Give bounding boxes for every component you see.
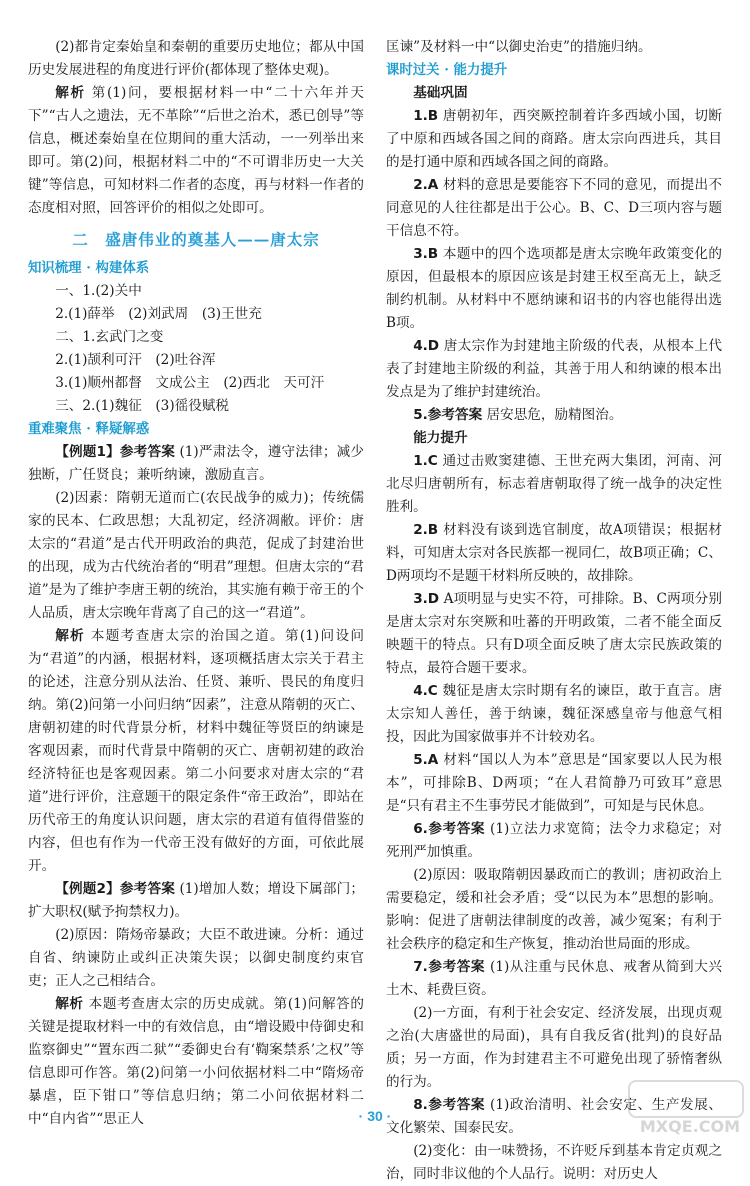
item-label: 6.参考答案	[413, 821, 486, 837]
answer-paragraph	[386, 680, 722, 749]
item-label: 解析	[55, 85, 86, 101]
answer-paragraph	[386, 450, 722, 519]
item-label: 4.D	[413, 338, 440, 354]
answer-paragraph	[28, 441, 364, 487]
answer-paragraph	[28, 303, 364, 326]
paragraph-text: (1)增加人数；增设下属部门；扩大职权(赋予拘禁权力)。	[28, 881, 364, 920]
paragraph-text: (2)原因：吸取隋朝因暴政而亡的教训；唐初政治上需要稳定，缓和社会矛盾；受“以民为本”思想的影响。影响：促进了唐朝法律制度的改善，减少冤案；有利于社会秩序的稳定和生产恢复，推动治世局面的形成。	[386, 867, 722, 952]
answer-paragraph	[28, 487, 364, 625]
item-label: 2.A	[413, 177, 439, 193]
answer-paragraph	[386, 1140, 722, 1186]
item-label: 解析	[55, 628, 86, 644]
answer-paragraph	[28, 36, 364, 82]
paragraph-text: (1)政治清明、社会安定、生产发展、文化繁荣、国泰民安。	[386, 1097, 723, 1136]
paragraph-text: 居安思危，励精图治。	[486, 407, 623, 423]
item-label: 【例题2】参考答案	[55, 881, 175, 897]
item-label: 3.B	[413, 246, 439, 262]
paragraph-text: A项明显与史实不符，可排除。B、C两项分别是唐太宗对东突厥和吐蕃的开明政策，二者不能全面反映题干的特点。只有D项全面反映了唐太宗民族政策的特点，最符合题干要求。	[386, 591, 722, 676]
paragraph-text: 匡谏”及材料一中“以御史治吏”的措施归纳。	[386, 39, 652, 55]
subsection-heading	[386, 82, 722, 105]
answer-paragraph	[28, 82, 364, 220]
paragraph-text: 第(1)问，要根据材料一中“二十六年并天下”“古人之遗法，无不革除”“后世之治术，悉已创导”等信息，概述秦始皇在位期间的重大活动，一一列举出来即可。第(2)问，根据材料二中的“不可谓非历史一大关键”等信息，可知材料二作者的态度，再与材料一作者的态度相对照，回答评价的相似之处即可。	[28, 85, 364, 216]
paragraph-text: 唐太宗作为封建地主阶级的代表，从根本上代表了封建地主阶级的利益，其善于用人和纳谏的根本出发点是为了维护封建统治。	[386, 338, 722, 400]
page-number: · 30 ·	[358, 1108, 392, 1124]
answer-paragraph	[28, 372, 364, 395]
paragraph-text: (2)因素：隋朝无道而亡(农民战争的威力)；传统儒家的民本、仁政思想；大乱初定，经济凋敝。评价：唐太宗的“君道”是古代开明政治的典范，促成了封建治世的出现，成为古代统治者的“明君”理想。但唐太宗的“君道”是为了维护李唐王朝的统治，其实施有赖于帝王的个人品质，唐太宗晚年背离了自己的这一“君道”。	[28, 490, 364, 621]
paragraph-text: 三、2.(1)魏征 (3)徭役赋税	[55, 398, 230, 414]
paragraph-text: (1)立法力求宽简；法令力求稳定；对死刑严加慎重。	[386, 821, 723, 860]
answer-paragraph	[386, 864, 722, 956]
paragraph-text: 二 盛唐伟业的奠基人——唐太宗	[72, 230, 320, 249]
item-label: 4.C	[413, 683, 438, 699]
paragraph-text: 课时过关 · 能力提升	[386, 62, 508, 78]
item-label: 3.D	[413, 591, 440, 607]
answer-paragraph	[28, 349, 364, 372]
paragraph-text: 3.(1)顺州都督 文成公主 (2)西北 天可汗	[55, 375, 325, 391]
lesson-title	[28, 228, 364, 251]
section-heading	[28, 257, 364, 280]
answer-paragraph	[28, 280, 364, 303]
answer-paragraph	[386, 956, 722, 1002]
answer-paragraph	[28, 924, 364, 993]
answer-paragraph	[386, 105, 722, 174]
paragraph-text: 基础巩固	[413, 85, 468, 101]
answer-paragraph	[386, 404, 722, 427]
left-column	[28, 36, 364, 1131]
answer-paragraph	[386, 749, 722, 818]
paragraph-text: 魏征是唐太宗时期有名的谏臣，敢于直言。唐太宗知人善任，善于纳谏，魏征深感皇帝与他意气相投，因此为国家做事并不计较劝名。	[386, 683, 723, 745]
paragraph-text: 二、1.玄武门之变	[55, 329, 164, 345]
answer-paragraph	[386, 174, 722, 243]
answer-paragraph	[386, 36, 722, 59]
answer-paragraph	[28, 326, 364, 349]
paragraph-text: (2)一方面，有利于社会安定、经济发展，出现贞观之治(大唐盛世的局面)，具有自我反省(批判)的良好品质；另一方面，作为封建君主不可避免出现了骄惰奢纵的行为。	[386, 1005, 722, 1090]
paragraph-text: 本题考查唐太宗的历史成就。第(1)问解答的关键是提取材料一中的有效信息，由“增设殿中侍御史和监察御史”“置东西二狱”“委御史台有‘鞫案禁系’之权”等信息即可作答。第(2)问第一小问依据材料二中“隋炀帝暴虐，臣下钳口”等信息归纳；第二小问依据材料二中“自内省”“思正人	[28, 996, 365, 1127]
paragraph-text: 一、1.(2)关中	[55, 283, 142, 299]
item-label: 7.参考答案	[413, 959, 486, 975]
item-label: 1.B	[413, 108, 439, 124]
answer-paragraph	[28, 625, 364, 878]
item-label: 2.B	[413, 522, 439, 538]
paragraph-text: 通过击败窦建德、王世充两大集团，河南、河北尽归唐朝所有，标志着唐朝取得了统一战争的决定性胜利。	[386, 453, 723, 515]
paragraph-text: 材料没有谈到选官制度，故A项错误；根据材料，可知唐太宗对各民族都一视同仁，故B项正确；C、D两项均不是题干材料所反映的，故排除。	[386, 522, 722, 584]
right-column	[386, 36, 722, 1186]
paragraph-text: 2.(1)颉利可汗 (2)吐谷浑	[55, 352, 216, 368]
paragraph-text: 能力提升	[413, 430, 468, 446]
paragraph-text: (1)严肃法令，遵守法律；减少独断，广任贤良；兼听纳谏，激励直言。	[28, 444, 364, 483]
item-label: 8.参考答案	[413, 1097, 486, 1113]
paragraph-text: 材料“国以人为本”意思是“国家要以人民为根本”，可排除B、D两项；“在人君简静乃可致耳”意思是“只有君主不生事劳民才能做到”，可知是与民休息。	[386, 752, 722, 814]
item-label: 5.参考答案	[413, 407, 483, 423]
section-heading	[28, 418, 364, 441]
watermark-text: MXQE.COM	[639, 1117, 740, 1136]
paragraph-text: 知识梳理 · 构建体系	[28, 260, 150, 276]
item-label: 5.A	[413, 752, 439, 768]
item-label: 1.C	[413, 453, 438, 469]
section-heading	[386, 59, 722, 82]
paragraph-text: 材料的意思是要能容下不同的意见，而提出不同意见的人往往都是出于公心。B、C、D三项内容与题干信息不符。	[386, 177, 723, 239]
paragraph-text: 本题考查唐太宗的治国之道。第(1)问设问为“君道”的内涵，根据材料，逐项概括唐太宗关于君主的论述，注意分别从法治、任贤、兼听、畏民的角度归纳。第(2)问第一小问归纳“因素”，注意从隋朝的灭亡、唐朝初建的时代背景分析，材料中魏征等贤臣的纳谏是客观因素，而时代背景中隋朝的灭亡、唐朝初建的政治经济特征也是客观因素。第二小问要求对唐太宗的“君道”进行评价，注意题干的限定条件“帝王政治”，即站在历代帝王的角度认识问题，唐太宗的君道有值得借鉴的内容，但也有作为一代帝王没有做好的方面，可依此展开。	[28, 628, 364, 874]
watermark	[632, 1080, 744, 1136]
paragraph-text: 唐朝初年，西突厥控制着许多西域小国，切断了中原和西域各国之间的商路。唐太宗向西进兵，其目的是打通中原和西域各国之间的商路。	[386, 108, 722, 170]
answer-paragraph	[28, 395, 364, 418]
paragraph-text: (2)都肯定秦始皇和秦朝的重要历史地位；都从中国历史发展进程的角度进行评价(都体现了整体史观)。	[28, 39, 364, 78]
item-label: 【例题1】参考答案	[55, 444, 175, 460]
paragraph-text: 重难聚焦 · 释疑解惑	[28, 421, 150, 437]
answer-paragraph	[386, 335, 722, 404]
answer-paragraph	[386, 519, 722, 588]
paragraph-text: 本题中的四个选项都是唐太宗晚年政策变化的原因，但最根本的原因应该是封建王权至高无上，缺乏制约机制。从材料中不愿纳谏和诏书的内容也能得出选B项。	[386, 246, 722, 331]
answer-paragraph	[386, 243, 722, 335]
paragraph-text: (2)原因：隋炀帝暴政；大臣不敢进谏。分析：通过自省、纳谏防止或纠正决策失误；以御史制度约束官吏；正人之己相结合。	[28, 927, 364, 989]
paragraph-text: (2)变化：由一味赞扬，不许贬斥到基本肯定贞观之治，同时非议他的个人品行。说明：对历史人	[386, 1143, 722, 1182]
item-label: 解析	[55, 996, 84, 1012]
watermark-logo-icon	[628, 1080, 744, 1118]
paragraph-text: (1)从注重与民休息、戒奢从简到大兴土木、耗费巨资。	[386, 959, 723, 998]
paragraph-text: 2.(1)薛举 (2)刘武周 (3)王世充	[55, 306, 262, 322]
answer-paragraph	[386, 588, 722, 680]
answer-paragraph	[386, 818, 722, 864]
subsection-heading	[386, 427, 722, 450]
answer-paragraph	[28, 878, 364, 924]
